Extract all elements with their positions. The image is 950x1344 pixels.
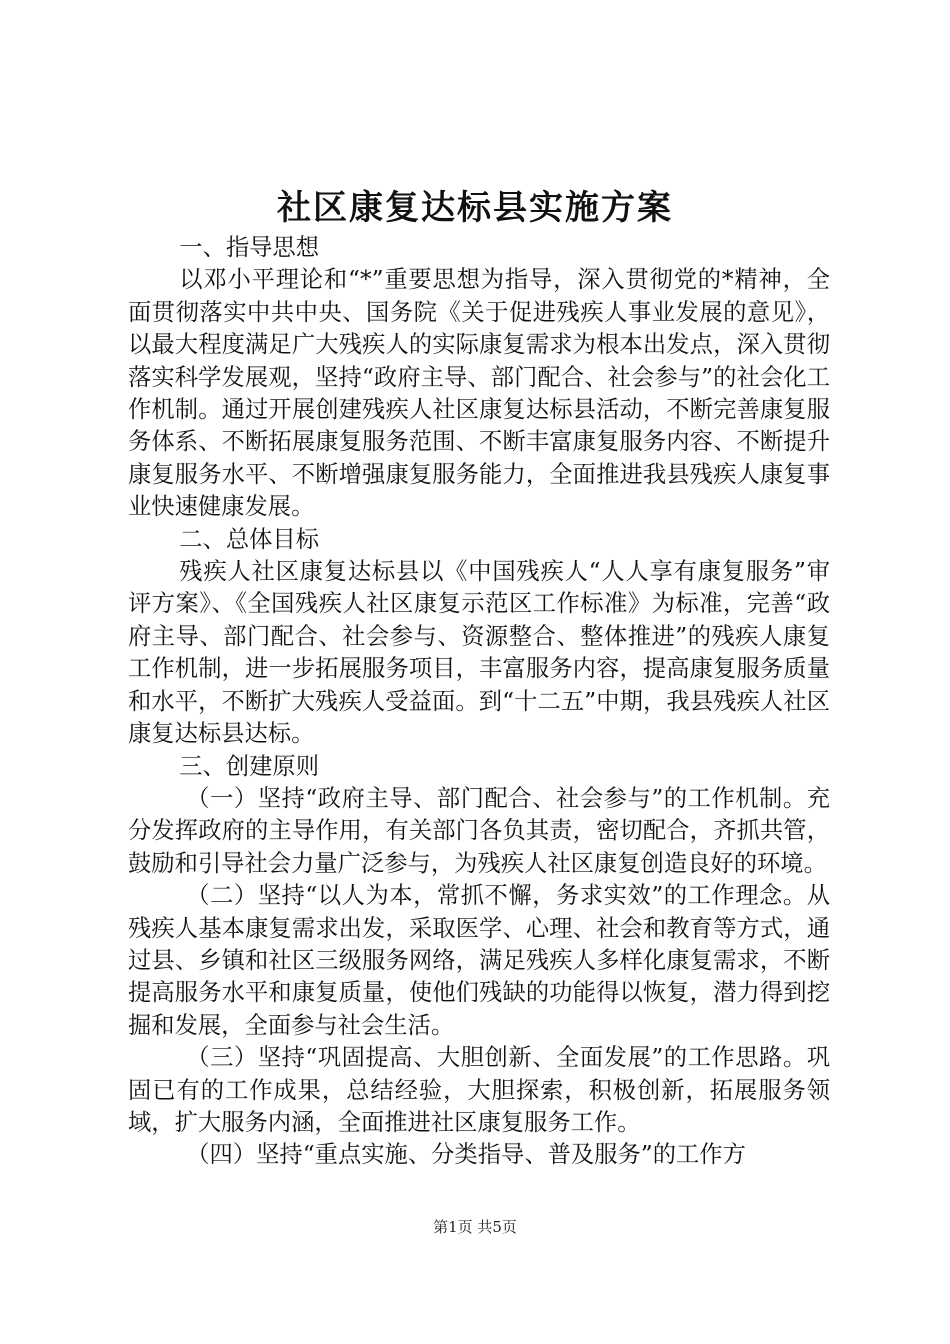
page-number-footer: 第1页 共5页 [433, 1218, 517, 1236]
paragraph-overall-goal: 残疾人社区康复达标县以《中国残疾人“人人享有康复服务”审评方案》、《全国残疾人社区康复示范区工作标准》为标准，完善“政府主导、部门配合、社会参与、资源整合、整体推进”的残疾人康复工作机制，进一步拓展服务项目，丰富服务内容，提高康复服务质量和水平，不断扩大残疾人受益面。到“十二五”中期，我县残疾人社区康复达标县达标。 [128, 558, 830, 748]
paragraph-principle-4: （四）坚持“重点实施、分类指导、普及服务”的工作方 [186, 1141, 746, 1169]
section-heading-guiding-ideology: 一、指导思想 [179, 234, 320, 261]
paragraph-principle-3: （三）坚持“巩固提高、大胆创新、全面发展”的工作思路。巩固已有的工作成果，总结经验，大胆探索，积极创新，拓展服务领域，扩大服务内涵，全面推进社区康复服务工作。 [128, 1044, 830, 1136]
section-heading-principles: 三、创建原则 [179, 752, 320, 780]
paragraph-principle-2: （二）坚持“以人为本，常抓不懈，务求实效”的工作理念。从残疾人基本康复需求出发，采取医学、心理、社会和教育等方式，通过县、乡镇和社区三级服务网络，满足残疾人多样化康复需求，不断提高服务水平和康复质量，使他们残缺的功能得以恢复，潜力得到挖掘和发展，全面参与社会生活。 [128, 882, 830, 1039]
paragraph-principle-1: （一）坚持“政府主导、部门配合、社会参与”的工作机制。充分发挥政府的主导作用，有关部门各负其责，密切配合，齐抓共管，鼓励和引导社会力量广泛参与，为残疾人社区康复创造良好的环境。 [128, 784, 830, 877]
paragraph-guiding-ideology: 以邓小平理论和“*”重要思想为指导，深入贯彻党的*精神，全面贯彻落实中共中央、国务院《关于促进残疾人事业发展的意见》，以最大程度满足广大残疾人的实际康复需求为根本出发点，深入贯彻落实科学发展观，坚持“政府主导、部门配合、社会参与”的社会化工作机制。通过开展创建残疾人社区康复达标县活动，不断完善康复服务体系、不断拓展康复服务范围、不断丰富康复服务内容、不断提升康复服务水平、不断增强康复服务能力，全面推进我县残疾人康复事业快速健康发展。 [128, 266, 830, 521]
section-heading-overall-goal: 二、总体目标 [179, 525, 320, 553]
document-body [128, 232, 830, 1172]
document-title: 社区康复达标县实施方案 [277, 188, 673, 228]
